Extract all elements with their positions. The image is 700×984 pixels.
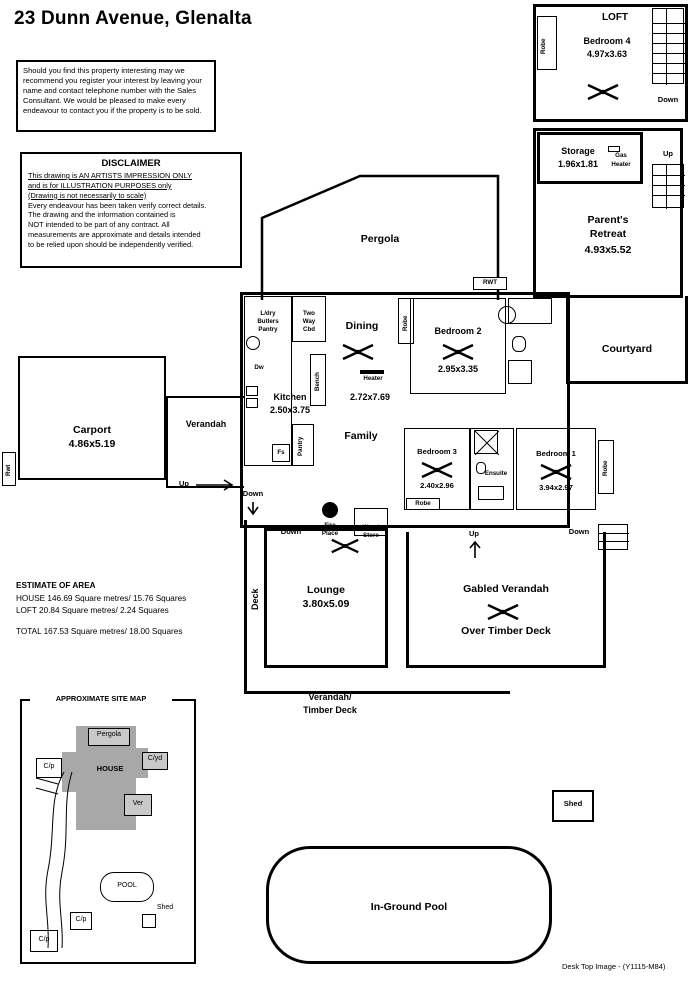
gabled-up-label: Up bbox=[469, 529, 479, 538]
gabled-verandah-label: Gabled Verandah bbox=[463, 583, 549, 595]
fire-label: Fire bbox=[324, 522, 336, 529]
disclaimer-line-5: The drawing and the information contained is bbox=[28, 210, 176, 220]
ceiling-fan-icon bbox=[486, 600, 520, 624]
site-cp-2: C/p bbox=[75, 916, 87, 923]
kitchen-name: Kitchen bbox=[273, 392, 307, 402]
loft-title: LOFT bbox=[601, 12, 629, 23]
interest-note-box bbox=[16, 60, 216, 132]
verandah-down-label: Down bbox=[242, 489, 264, 498]
disclaimer-heading: DISCLAIMER bbox=[101, 158, 161, 169]
basin-icon bbox=[498, 306, 516, 324]
kitchen-dims: 2.50x3.75 bbox=[269, 405, 311, 415]
gabled-stair bbox=[598, 524, 628, 550]
disclaimer-line-3: (Drawing is not necessarily to scale) bbox=[28, 190, 147, 200]
place-label: Place bbox=[321, 530, 339, 537]
heater-icon bbox=[360, 370, 384, 374]
disclaimer-line-7: measurements are approximate and details intended bbox=[28, 230, 201, 240]
rwt-label: RWT bbox=[483, 279, 497, 286]
ensuite-shower-icon bbox=[474, 430, 498, 454]
gabled-down-label: Down bbox=[568, 527, 590, 536]
site-house-label: HOUSE bbox=[96, 764, 124, 773]
ensuite-toilet-icon bbox=[476, 462, 486, 474]
pergola-label: Pergola bbox=[360, 233, 400, 245]
loft-bedroom-name: Bedroom 4 bbox=[583, 36, 631, 46]
bench-label: Bench bbox=[314, 372, 321, 392]
dw-label: Dw bbox=[254, 364, 264, 371]
lounge-name: Lounge bbox=[307, 584, 345, 596]
bedroom3-robe-label: Robe bbox=[415, 500, 431, 507]
bedroom3-name: Bedroom 3 bbox=[417, 447, 457, 456]
up-arrow-icon bbox=[196, 478, 240, 492]
site-map-heading: APPROXIMATE SITE MAP bbox=[30, 694, 172, 703]
carport-dims: 4.86x5.19 bbox=[68, 438, 116, 450]
ceiling-fan-icon bbox=[539, 460, 573, 484]
loft-robe-label: Robe bbox=[540, 38, 547, 54]
over-timber-deck-label: Over Timber Deck bbox=[461, 625, 551, 637]
dining-dims: 2.72x7.69 bbox=[349, 392, 391, 402]
lounge-dims: 3.80x5.09 bbox=[302, 598, 350, 610]
pantry-label: Pantry bbox=[258, 326, 278, 333]
verandah-timber-deck-area bbox=[244, 668, 510, 694]
bedroom1-robe-label: Robe bbox=[602, 460, 609, 476]
disclaimer-box bbox=[20, 152, 242, 268]
ceiling-fan-icon bbox=[441, 340, 475, 364]
two-label: Two bbox=[303, 310, 315, 317]
estimate-house: HOUSE 146.69 Square metres/ 15.76 Squares bbox=[16, 593, 187, 603]
bedroom2-robe-label: Robe bbox=[402, 315, 409, 331]
dining-name: Dining bbox=[345, 320, 379, 332]
fire-place-icon bbox=[322, 502, 338, 518]
shed-label: Shed bbox=[563, 799, 583, 808]
store-label: Store bbox=[363, 532, 379, 539]
site-cp-3: C/p bbox=[38, 936, 50, 943]
cbd-label: Cbd bbox=[302, 326, 316, 333]
estimate-of-area bbox=[16, 580, 266, 639]
site-ver-label: Ver bbox=[132, 800, 144, 807]
lounge-down-label: Down bbox=[280, 527, 302, 536]
toilet-icon bbox=[512, 336, 526, 352]
parents-retreat-name2: Retreat bbox=[589, 228, 627, 240]
heater-label-2: Heater bbox=[363, 375, 383, 382]
gas-heater-icon bbox=[608, 146, 620, 152]
wood-label: Wood bbox=[362, 524, 380, 531]
carport-area bbox=[18, 356, 166, 480]
site-shed-shape bbox=[142, 914, 156, 928]
site-cp-1: C/p bbox=[43, 763, 55, 770]
courtyard-label: Courtyard bbox=[601, 343, 653, 355]
disclaimer-line-8: to be relied upon should be independently verified. bbox=[28, 239, 194, 249]
disclaimer-line-4: Every endeavour has been taken verify correct details. bbox=[28, 200, 207, 210]
verandah-area bbox=[166, 396, 244, 488]
estimate-total: TOTAL 167.53 Square metres/ 18.00 Squares bbox=[16, 627, 183, 637]
ensuite-label: Ensuite bbox=[484, 470, 508, 477]
deck-label: Deck bbox=[250, 588, 260, 610]
ensuite-basin-icon bbox=[478, 486, 504, 500]
bedroom1-name: Bedroom 1 bbox=[536, 449, 576, 458]
parents-retreat-dims: 4.93x5.52 bbox=[584, 244, 632, 256]
page-title: 23 Dunn Avenue, Glenalta bbox=[14, 8, 252, 29]
gas-label: Gas bbox=[615, 152, 627, 159]
verandah-timber-label-1: Verandah/ bbox=[308, 692, 352, 702]
rwt-left-label: Rwt bbox=[5, 464, 12, 476]
disclaimer-line-1: This drawing is AN ARTISTS IMPRESSION ONLY bbox=[28, 171, 193, 180]
verandah-up-label: Up bbox=[179, 479, 189, 488]
ceiling-fan-icon bbox=[586, 80, 620, 104]
up-arrow-icon bbox=[468, 540, 482, 558]
shower-icon bbox=[508, 360, 532, 384]
way-label: Way bbox=[302, 318, 316, 325]
storage-name: Storage bbox=[561, 146, 595, 156]
fs-label: Fs bbox=[277, 449, 285, 456]
site-pergola-label: Pergola bbox=[96, 731, 122, 738]
disclaimer-line-6: NOT intended to be part of any contract. All bbox=[28, 220, 170, 230]
bedroom1-dims: 3.94x2.97 bbox=[539, 483, 573, 492]
bedroom3-dims: 2.40x2.96 bbox=[420, 481, 454, 490]
ceiling-fan-icon bbox=[341, 340, 375, 364]
laundry-label: L/dry bbox=[260, 310, 276, 317]
loft-stair bbox=[652, 8, 684, 84]
bedroom2-name: Bedroom 2 bbox=[434, 326, 482, 336]
loft-bedroom-dims: 4.97x3.63 bbox=[586, 49, 628, 59]
heater-label: Heater bbox=[611, 161, 631, 168]
retreat-stair bbox=[652, 164, 684, 208]
verandah-timber-label-2: Timber Deck bbox=[303, 705, 357, 715]
parents-retreat-name: Parent's bbox=[587, 214, 629, 226]
site-cyd-label: C/yd bbox=[147, 755, 163, 762]
butlers-label: Butlers bbox=[257, 318, 279, 325]
footer-caption: Desk Top Image - (Y1115-M84) bbox=[562, 962, 666, 971]
courtyard-area bbox=[566, 296, 688, 384]
site-pool-label: POOL bbox=[117, 882, 137, 889]
interest-note-text: Should you find this property interesting may we recommend you register your interest by leaving your name and contact telephone number with the Sales Consultant. We would be pleased to make every endeavour to contact you if the property is to be sold. bbox=[23, 66, 202, 116]
sink-icon bbox=[246, 336, 260, 350]
pantry-closet-label: Pantry bbox=[297, 436, 304, 456]
pool-label: In-Ground Pool bbox=[370, 901, 448, 913]
ceiling-fan-icon bbox=[420, 458, 454, 482]
verandah-name: Verandah bbox=[185, 419, 227, 429]
family-name: Family bbox=[344, 430, 378, 442]
loft-down-label: Down bbox=[657, 95, 679, 104]
disclaimer-line-2: and is for ILLUSTRATION PURPOSES only bbox=[28, 180, 172, 190]
bedroom2-dims: 2.95x3.35 bbox=[437, 364, 479, 374]
storage-up-label: Up bbox=[663, 149, 673, 158]
site-driveway-path bbox=[28, 770, 108, 950]
site-shed-label: Shed bbox=[156, 904, 174, 911]
estimate-loft: LOFT 20.84 Square metres/ 2.24 Squares bbox=[16, 606, 169, 616]
storage-dims: 1.96x1.81 bbox=[557, 159, 599, 169]
carport-name: Carport bbox=[73, 424, 111, 436]
estimate-heading: ESTIMATE OF AREA bbox=[16, 581, 96, 590]
down-arrow-icon bbox=[240, 502, 266, 516]
